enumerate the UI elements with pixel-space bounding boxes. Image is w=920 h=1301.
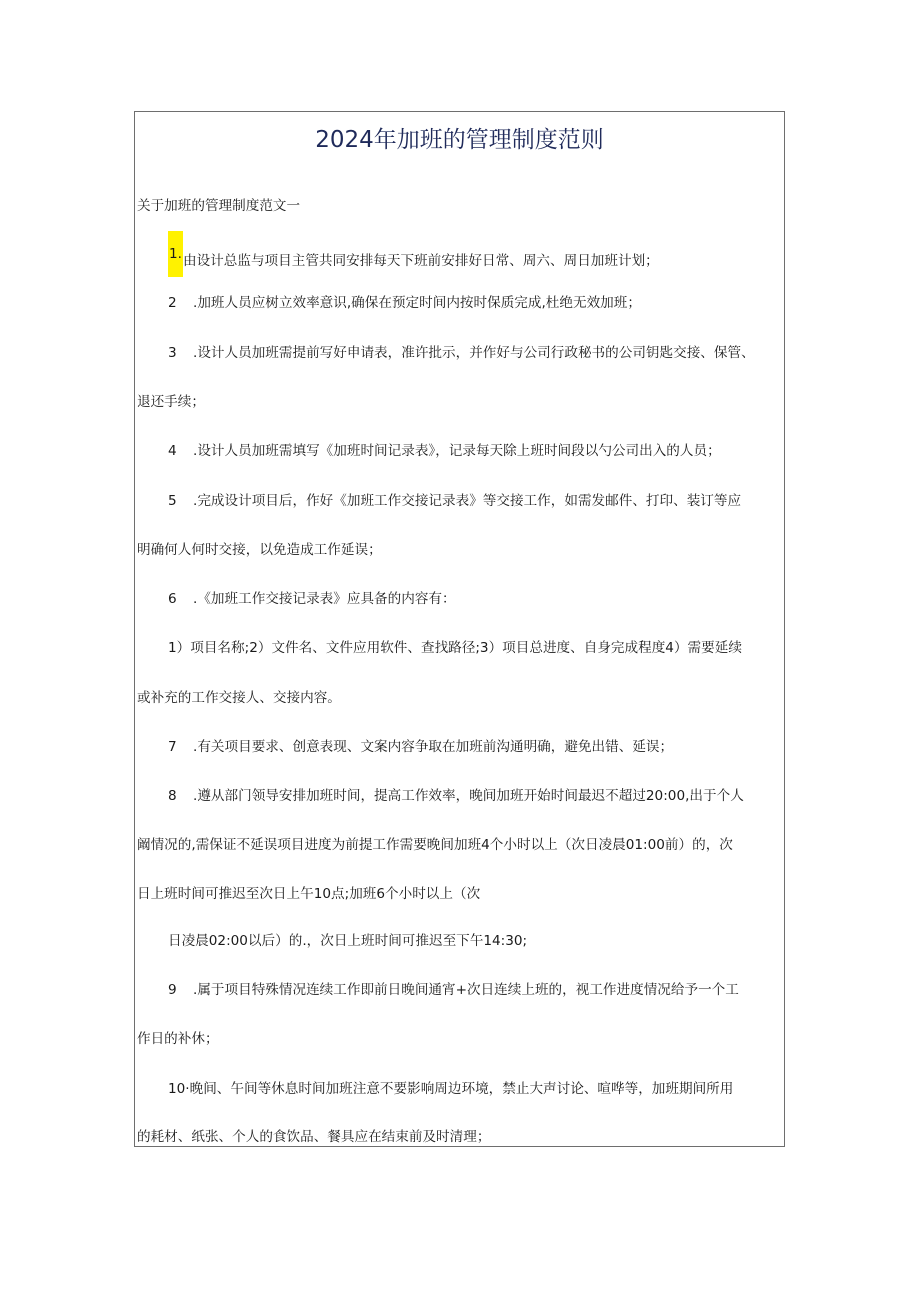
item-text: .《加班工作交接记录表》应具备的内容有： <box>193 591 456 607</box>
item-number: 8 <box>168 788 177 804</box>
list-item-4 <box>168 442 721 460</box>
item-text: .有关项目要求、创意表现、文案内容争取在加班前沟通明确，避免出错、延误； <box>193 739 674 755</box>
list-item-6 <box>168 590 456 608</box>
section-heading: 关于加班的管理制度范文一 <box>137 198 301 214</box>
list-item-1 <box>168 245 659 277</box>
item-text: .完成设计项目后，作好《加班工作交接记录表》等交接工作，如需发邮件、打印、装订等应 <box>193 493 742 509</box>
list-subitems: 1）项目名称;2）文件名、文件应用软件、查找路径;3）项目总进度、自身完成程度4）需要延续 <box>168 640 742 656</box>
item-text: .设计人员加班需提前写好申请表，准许批示，并作好与公司行政秘书的公司钥匙交接、保管、 <box>193 345 755 361</box>
item-text: .遵从部门领导安排加班时间，提高工作效率，晚间加班开始时间最迟不超过20:00,出于个人 <box>193 788 744 804</box>
list-item-10: 10·晚间、午间等休息时间加班注意不要影响周边环境，禁止大声讨论、喧哗等，加班期间所用 <box>168 1081 734 1097</box>
item-number-highlighted: 1. <box>168 231 183 277</box>
item-number: 7 <box>168 739 177 755</box>
list-item-8-continued-2: 日上班时间可推迟至次日上午10点;加班6个小时以上（次 <box>137 886 481 902</box>
item-number: 6 <box>168 591 177 607</box>
list-item-8-continued-3: 日凌晨02:00以后）的.，次日上班时间可推迟至下午14:30; <box>168 933 528 949</box>
list-item-5-continued: 明确何人何时交接，以免造成工作延误； <box>137 542 382 558</box>
list-item-8-continued-1: 阚情况的,需保证不延误项目进度为前提工作需要晚间加班4个小时以上（次日凌晨01:00前）的，次 <box>137 837 733 853</box>
list-item-9 <box>168 981 739 999</box>
item-number: 3 <box>168 345 177 361</box>
item-text: 由设计总监与项目主管共同安排每天下班前安排好日常、周六、周日加班计划； <box>182 253 659 269</box>
list-subitems-continued: 或补充的工作交接人、交接内容。 <box>137 690 341 706</box>
item-number: 2 <box>168 295 177 311</box>
item-number: 4 <box>168 443 177 459</box>
list-item-3-continued: 退还手续； <box>137 394 205 410</box>
item-text: .属于项目特殊情况连续工作即前日晚间通宵+次日连续上班的，视工作进度情况给予一个工 <box>193 982 739 998</box>
item-text: .加班人员应树立效率意识,确保在预定时间内按时保质完成,杜绝无效加班； <box>193 295 641 311</box>
item-number: 9 <box>168 982 177 998</box>
item-number: 5 <box>168 493 177 509</box>
list-item-9-continued: 作日的补休； <box>137 1031 219 1047</box>
list-item-2 <box>168 294 641 312</box>
list-item-5 <box>168 492 741 510</box>
item-text: .设计人员加班需填写《加班时间记录表》，记录每天除上班时间段以勺公司出入的人员； <box>193 443 721 459</box>
document-page <box>134 111 785 1147</box>
list-item-8 <box>168 787 744 805</box>
list-item-7 <box>168 738 673 756</box>
document-title: 2024年加班的管理制度范则 <box>315 127 604 153</box>
list-item-3 <box>168 344 755 362</box>
list-item-10-continued: 的耗材、纸张、个人的食饮品、餐具应在结束前及时清理； <box>137 1129 491 1145</box>
